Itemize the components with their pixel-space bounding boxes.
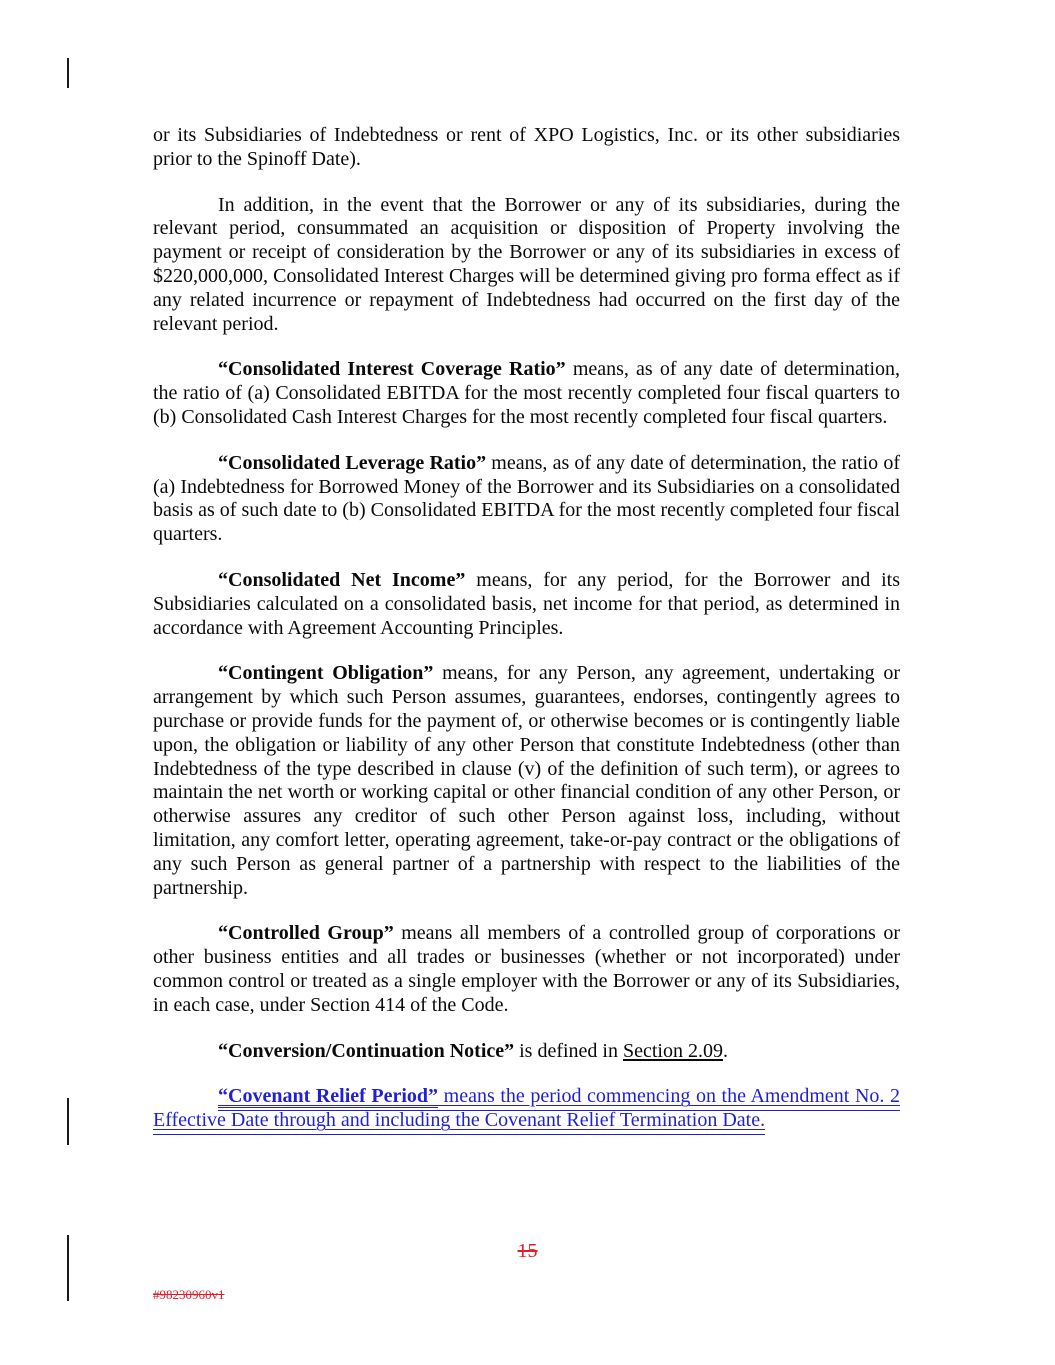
defined-term: “Covenant Relief Period” [218, 1085, 439, 1108]
paragraph-consolidated-net-income [153, 569, 900, 640]
definition-text: means all members of a controlled group of corporations or other business entities and all trades or businesses (whether or not incorporated) under common control or treated as a single employer with the Borrower or any of its Subsidiaries, in each case, under Section 414 of the Code. [153, 922, 900, 1016]
body-text: In addition, in the event that the Borrower or any of its subsidiaries, during the relevant period, consummated an acquisition or disposition of Property involving the payment or receipt of consideration by the Borrower or any of its subsidiaries in excess of $220,000,000, Consolidated Interest Charges will be determined giving pro forma effect as if any related incurrence or repayment of Indebtedness had occurred on the first day of the relevant period. [153, 193, 900, 335]
defined-term: “Consolidated Leverage Ratio” [218, 451, 487, 474]
definition-text: means the period commencing on the Amendment No. 2 Effective Date through and including the Covenant Relief Termination Date. [153, 1085, 900, 1132]
defined-term: “Conversion/Continuation Notice” [218, 1039, 515, 1062]
section-reference: Section 2.09 [623, 1039, 723, 1062]
definition-text: . [723, 1039, 728, 1062]
paragraph-pro-forma [153, 194, 900, 337]
defined-term: “Contingent Obligation” [218, 662, 434, 685]
page-number: 15 [517, 1240, 538, 1262]
paragraph-consolidated-leverage-ratio [153, 452, 900, 547]
inserted-text [153, 1085, 900, 1135]
definition-text: means, for any period, for the Borrower and its Subsidiaries calculated on a consolidated basis, net income for that period, as determined in accordance with Agreement Accounting Principles. [153, 568, 901, 639]
defined-term: “Consolidated Interest Coverage Ratio” [218, 358, 566, 381]
definition-text: is defined in [514, 1039, 623, 1062]
paragraph-controlled-group [153, 922, 900, 1017]
change-bar-insertion [67, 1098, 69, 1145]
document-id-footer: #98230960v1 [153, 1287, 225, 1302]
page-body [153, 124, 900, 1155]
change-bar-top [67, 58, 69, 88]
body-text: or its Subsidiaries of Indebtedness or rent of XPO Logistics, Inc. or its other subsidiaries prior to the Spinoff Date). [153, 124, 900, 170]
defined-term: “Controlled Group” [218, 922, 394, 945]
definition-text: means, as of any date of determination, the ratio of (a) Consolidated EBITDA for the most recently completed four fiscal quarters to (b) Consolidated Cash Interest Charges for the most recently completed four fiscal quarters. [153, 358, 900, 428]
paragraph-consolidated-interest-coverage-ratio [153, 358, 900, 429]
paragraph-conversion-continuation-notice [153, 1040, 900, 1064]
defined-term: “Consolidated Net Income” [218, 568, 466, 591]
paragraph-contingent-obligation [153, 662, 900, 900]
paragraph-covenant-relief-period-inserted [153, 1085, 900, 1133]
definition-text: means, as of any date of determination, the ratio of (a) Indebtedness for Borrowed Money of the Borrower and its Subsidiaries on a consolidated basis as of such date to (b) Consolidated EBITDA for the most recently completed four fiscal quarters. [153, 451, 900, 546]
definition-text: means, for any Person, any agreement, undertaking or arrangement by which such Person assumes, guarantees, endorses, contingently agrees to purchase or provide funds for the payment of, or otherwise becomes or is contingently liable upon, the obligation or liability of any other Person that constitute Indebtedness (other than Indebtedness of the type described in clause (v) of the definition of such term), or agrees to maintain the net worth or working capital or other financial condition of any other Person, or otherwise assures any creditor of such other Person against loss, including, without limitation, any comfort letter, operating agreement, take-or-pay contract or the obligations of any such Person as general partner of a partnership with respect to the liabilities of the partnership. [153, 662, 900, 899]
paragraph-continuation [153, 124, 900, 172]
